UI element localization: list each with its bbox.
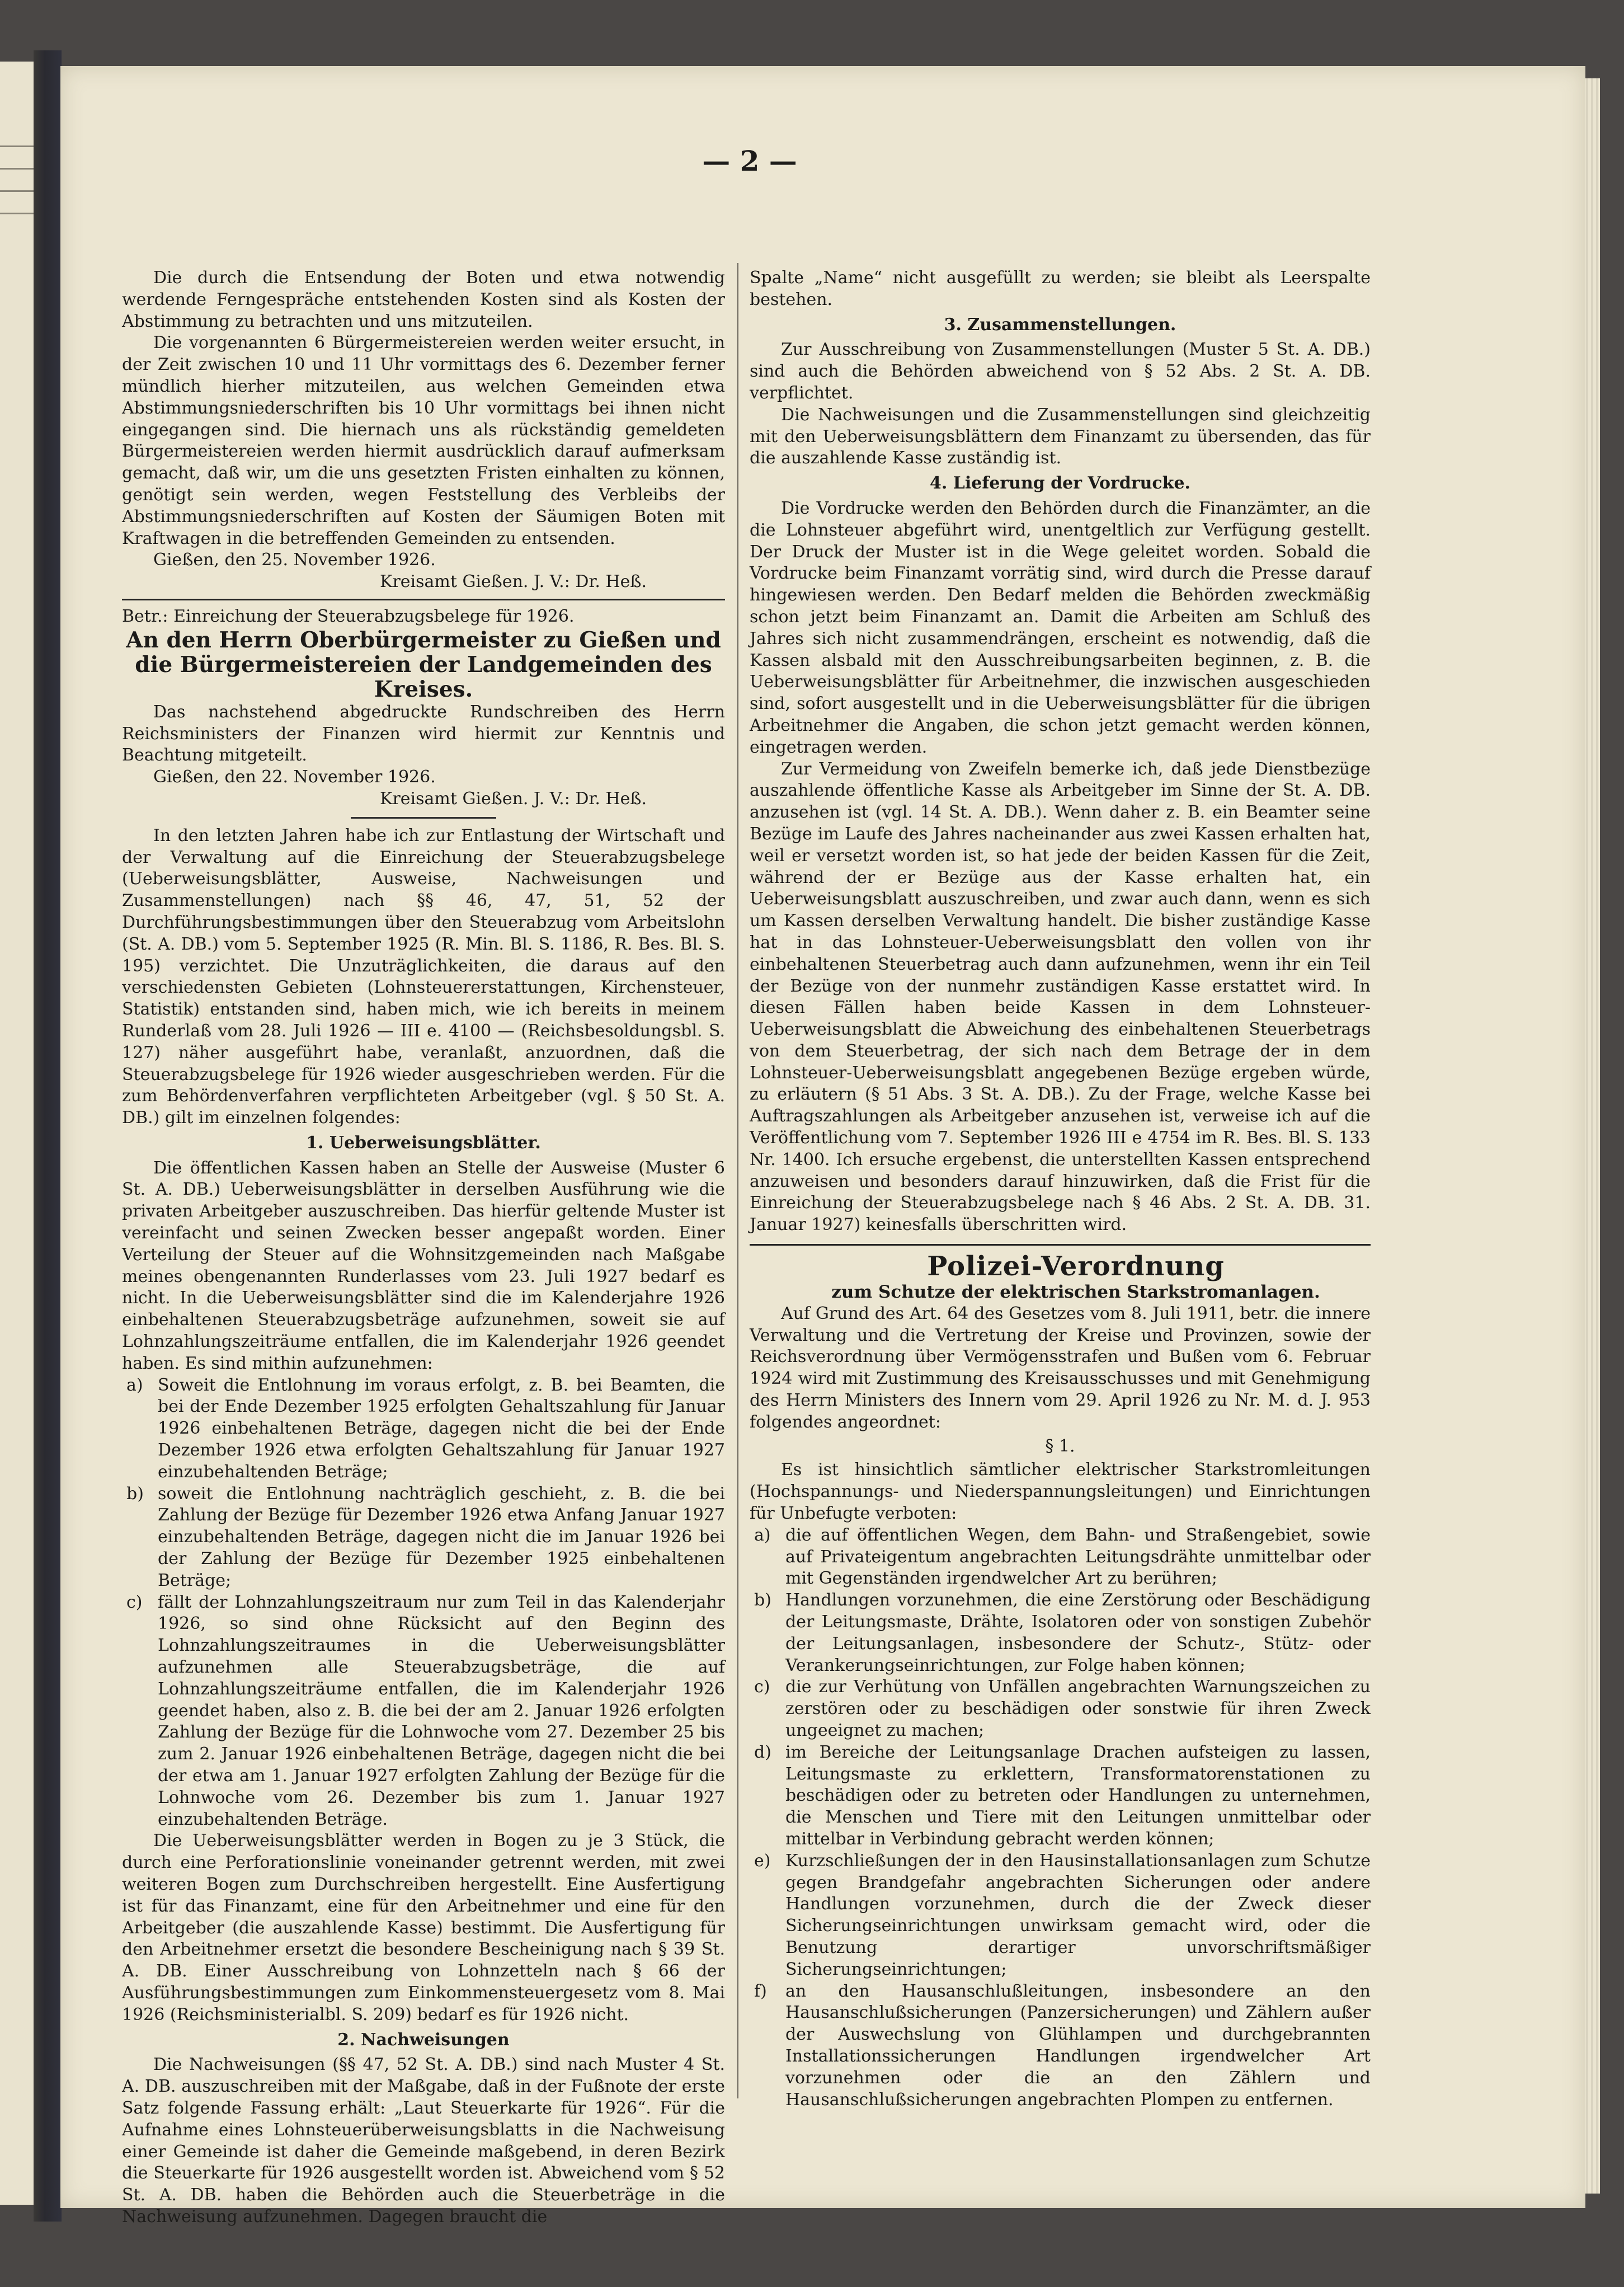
date-line: Gießen, den 25. November 1926. xyxy=(153,550,436,570)
short-rule xyxy=(351,817,496,819)
paragraph: Die Nachweisungen und die Zusammenstellungen sind gleichzeitig mit den Ueberweisungsblättern dem Finanzamt zu übersenden, das für die auszahlende Kasse zuständig ist. xyxy=(750,405,1371,468)
paragraph: Die öffentlichen Kassen haben an Stelle der Ausweise (Muster 6 St. A. DB.) Ueberweisungsblätter in derselben Ausführung wie die privaten Arbeitgeber auszuschreiben. Das hierfür geltende Muster ist vereinfacht und seinen Zwecken besser angepaßt worden. Einer Verteilung der Steuer auf die Wohnsitzgemeinden nach Maßgabe meines obengenannten Runderlasses vom 23. Juli 1927 bedarf es nicht. In die Ueberweisungsblätter sind die im Kalenderjahre 1926 einbehaltenen Steuerabzugsbeträge aufzunehmen, soweit sie auf Lohnzahlungszeiträume entfallen, die im Kalenderjahr 1926 geendet haben. Es sind mithin aufzunehmen: xyxy=(122,1158,725,1373)
separator-rule xyxy=(122,599,725,600)
item-text: soweit die Entlohnung nachträglich geschieht, z. B. die bei Zahlung der Bezüge für Dezember 1926 etwa Anfang Januar 1927 einzubehaltenden Beträge, dagegen nicht die im Januar 1926 bei der Zahlung der Bezüge für Dezember 1925 einbehaltenen Beträge; xyxy=(158,1483,725,1590)
item-text: im Bereiche der Leitungsanlage Drachen aufsteigen zu lassen, Leitungsmaste zu erklettern, Transformatorenstationen zu beschädigen oder zu betreten oder Handlungen zu unternehmen, die Menschen und Tiere mit den Leitungen unmittelbar oder mittelbar in Verbindung gebracht werden können; xyxy=(785,1742,1371,1849)
list-item xyxy=(750,1590,1371,1676)
paragraph: Zur Ausschreibung von Zusammenstellungen (Muster 5 St. A. DB.) sind auch die Behörden abweichend von § 52 Abs. 2 St. A. DB. verpflichtet. xyxy=(750,340,1371,403)
item-text: an den Hausanschlußleitungen, insbesondere an den Hausanschlußsicherungen (Panzersicherungen) und Zählern außer der Auswechslung von Glühlampen und durchgebrannten Installationssicherungen Handlungen irgendwelcher Art vorzunehmen oder die an den Zählern und Hausanschlußsicherungen angebrachten Plompen zu entfernen. xyxy=(785,1981,1371,2110)
list-item xyxy=(122,1592,725,1831)
paragraph: Die Vordrucke werden den Behörden durch die Finanzämter, an die die Lohnsteuer abgeführt wird, unentgeltlich zur Verfügung gestellt. Der Druck der Muster ist in die Wege geleitet worden. Sobald die Vordrucke beim Finanzamt vorrätig sind, wird durch die Presse darauf hingewiesen werden. Den Bedarf melden die Behörden zweckmäßig schon jetzt beim Finanzamt an. Damit die Arbeiten am Schluß des Jahres sich nicht zusammendrängen, erscheint es notwendig, daß die Kassen alsbald mit den Ausschreibungsarbeiten beginnen, z. B. die Ueberweisungsblätter für Arbeitnehmer, die inzwischen ausgeschieden sind, sofort ausgestellt und in die Ueberweisungsblätter für die übrigen Arbeitnehmer die Angaben, die schon jetzt gemacht werden können, eingetragen werden. xyxy=(750,498,1371,757)
item-text: die zur Verhütung von Unfällen angebrachten Warnungszeichen zu zerstören oder zu beschädigen oder sonstwie für ihren Zweck ungeeignet zu machen; xyxy=(785,1677,1371,1740)
paragraph: Die durch die Entsendung der Boten und etwa notwendig werdende Ferngespräche entstehenden Kosten sind als Kosten der Abstimmung zu betrachten und uns mitzuteilen. xyxy=(122,268,725,331)
item-label: a) xyxy=(126,1375,143,1395)
item-text: fällt der Lohnzahlungszeitraum nur zum Teil in das Kalenderjahr 1926, so sind ohne Rücksicht auf den Beginn des Lohnzahlungszeitraumes in die Ueberweisungsblätter aufzunehmen alle Steuerabzugsbeträge, die auf Lohnzahlungszeiträume entfallen, die im Kalenderjahr 1926 geendet haben, also z. B. die bei der am 2. Januar 1926 erfolgten Zahlung der Bezüge für die Lohnwoche vom 27. Dezember 25 bis zum 2. Januar 1926 einbehaltenen Beträge, dagegen nicht die bei der etwa am 1. Januar 1927 erfolgten Zahlung der Bezüge für die Lohnwoche vom 26. Dezember bis zum 1. Januar 1927 einzubehaltenden Beträge. xyxy=(158,1592,725,1829)
signature: Kreisamt Gießen. J. V.: Dr. Heß. xyxy=(380,572,647,592)
paragraph: Es ist hinsichtlich sämtlicher elektrischer Starkstromleitungen (Hochspannungs- und Niederspannungsleitungen) und Einrichtungen für Unbefugte verboten: xyxy=(750,1460,1371,1524)
paragraph: Zur Vermeidung von Zweifeln bemerke ich, daß jede Dienstbezüge auszahlende öffentliche Kasse als Arbeitgeber im Sinne der St. A. DB. anzusehen ist (vgl. 14 St. A. DB.). Wenn daher z. B. ein Beamter seine Bezüge im Laufe des Jahres nacheinander aus zwei Kassen erhalten hat, weil er versetzt worden ist, so hat jede der beiden Kassen für die Zeit, während der er Bezüge aus der Kasse erhalten hat, ein Ueberweisungsblatt auszuschreiben, und zwar auch dann, wenn es sich um Kassen derselben Verwaltung handelt. Die bisher zuständige Kasse hat in das Lohnsteuer-Ueberweisungsblatt den vollen von ihr einbehaltenen Steuerbetrag auch dann aufzunehmen, wenn ihr ein Teil der Bezüge von der nunmehr zuständigen Kasse erstattet wird. In diesen Fällen haben beide Kassen in dem Lohnsteuer-Ueberweisungsblatt die Abweichung des einbehaltenen Steuerbetrags von dem Steuerbetrag, der sich nach dem Betrage der in dem Lohnsteuer-Ueberweisungsblatt angegebenen Bezüge ergeben würde, zu erläutern (§ 51 Abs. 3 St. A. DB.). Zu der Frage, welche Kasse bei Auftragszahlungen als Arbeitgeber anzusehen ist, verweise ich auf die Veröffentlichung vom 7. September 1926 III e 4754 im R. Bes. Bl. S. 133 Nr. 1400. Ich ersuche ergebenst, die unterstellten Kassen entsprechend anzuweisen und besonders darauf hinzuwirken, daß die Frist für die Einreichung der Steuerabzugsbelege nach § 46 Abs. 2 St. A. DB. 31. Januar 1927) keinesfalls überschritten wird. xyxy=(750,759,1371,1235)
list-item xyxy=(750,1525,1371,1590)
item-label: c) xyxy=(754,1677,770,1697)
list-item xyxy=(750,1981,1371,2111)
item-label: c) xyxy=(126,1592,143,1612)
list-item xyxy=(750,1676,1371,1741)
list-item xyxy=(750,1742,1371,1851)
item-text: Soweit die Entlohnung im voraus erfolgt, z. B. bei Beamten, die bei der Ende Dezember 1925 erfolgten Gehaltszahlung für Januar 1926 einbehaltenen Beträge, dagegen nicht die bei der Ende Dezember 1926 etwa erfolgten Gehaltszahlung für Januar 1927 einzubehaltenden Beträge; xyxy=(158,1375,725,1482)
intro-paragraph: Das nachstehend abgedruckte Rundschreiben des Herrn Reichsministers der Finanzen wird hiermit zur Kenntnis und Beachtung mitgeteilt. xyxy=(122,702,725,766)
section-heading: 3. Zusammenstellungen. xyxy=(944,314,1176,335)
preamble: Auf Grund des Art. 64 des Gesetzes vom 8. Juli 1911, betr. die innere Verwaltung und die Vertretung der Kreise und Provinzen, sowie der Reichsverordnung über Vermögensstrafen und Bußen vom 6. Februar 1924 wird mit Zustimmung des Kreisausschusses und mit Genehmigung des Herrn Ministers des Innern vom 29. April 1926 zu Nr. M. d. J. 953 folgendes angeordnet: xyxy=(750,1303,1371,1432)
paragraph: Die Ueberweisungsblätter werden in Bogen zu je 3 Stück, die durch eine Perforationslinie voneinander getrennt werden, mit zwei weiteren Bogen zum Durchschreiben hergestellt. Eine Ausfertigung ist für das Finanzamt, eine für den Arbeitnehmer und eine für den Arbeitgeber (die auszahlende Kasse) bestimmt. Die Ausfertigung für den Arbeitnehmer ersetzt die besondere Bescheinigung nach § 39 St. A. DB. Einer Ausschreibung von Lohnzetteln nach § 66 der Ausführungsbestimmungen zum Einkommensteuergesetz vom 8. Mai 1926 (Reichsministerialbl. S. 209) bedarf es für 1926 nicht. xyxy=(122,1831,725,2025)
page-number: — 2 — xyxy=(702,144,797,177)
signature: Kreisamt Gießen. J. V.: Dr. Heß. xyxy=(380,788,647,809)
rundschreiben-paragraph: In den letzten Jahren habe ich zur Entlastung der Wirtschaft und der Verwaltung auf die Einreichung der Steuerabzugsbelege (Ueberweisungsblätter, Ausweise, Nachweisungen und Zusammenstellungen) nach §§ 46, 47, 51, 52 der Durchführungsbestimmungen über den Steuerabzug vom Arbeitslohn (St. A. DB.) vom 5. September 1925 (R. Min. Bl. S. 1186, R. Bes. Bl. S. 195) verzichtet. Die Unzuträglichkeiten, die daraus auf den verschiedensten Gebieten (Lohnsteuererstattungen, Kirchensteuer, Statistik) entstanden sind, haben mich, wie ich bereits in meinem Runderlaß vom 28. Juli 1926 — III e. 4100 — (Reichsbesoldungsbl. S. 127) näher ausgeführt habe, veranlaßt, anzuordnen, daß die Steuerabzugsbelege für 1926 wieder ausgeschrieben werden. Für die zum Behördenverfahren verpflichteten Arbeitgeber (vgl. § 50 St. A. DB.) gilt im einzelnen folgendes: xyxy=(122,825,725,1128)
item-label: e) xyxy=(754,1851,771,1871)
column-divider xyxy=(737,263,738,2098)
book-spine xyxy=(34,50,62,2222)
item-label: f) xyxy=(754,1981,767,2001)
section-heading: 1. Ueberweisungsblätter. xyxy=(306,1133,541,1153)
subject-line: Betr.: Einreichung der Steuerabzugsbelege für 1926. xyxy=(122,606,575,626)
section-heading: 2. Nachweisungen xyxy=(337,2030,510,2050)
paragraph: Die Nachweisungen (§§ 47, 52 St. A. DB.) sind nach Muster 4 St. A. DB. auszuschreiben mit der Maßgabe, daß in der Fußnote der erste Satz folgende Fassung erhält: „Laut Steuerkarte für 1926“. Für die Aufnahme eines Lohnsteuerüberweisungsblatts in die Nachweisung einer Gemeinde ist daher die Gemeinde maßgebend, in deren Bezirk die Steuerkarte für 1926 ausgestellt worden ist. Abweichend vom § 52 St. A. DB. haben die Behörden auch die Steuerbeträge in die Nachweisung aufzunehmen. Dagegen braucht die xyxy=(122,2055,725,2227)
paragraph-number: § 1. xyxy=(1045,1436,1075,1456)
item-label: a) xyxy=(754,1525,771,1545)
item-label: b) xyxy=(126,1483,144,1504)
list-item xyxy=(122,1483,725,1592)
right-column xyxy=(750,267,1371,2111)
item-text: Handlungen vorzunehmen, die eine Zerstörung oder Beschädigung der Leitungsmaste, Drähte, Isolatoren oder von sonstigen Zubehör der Leitungsanlagen, insbesondere der Schutz-, Stütz- oder Verankerungseinrichtungen, zur Folge haben können; xyxy=(785,1590,1371,1675)
item-text: die auf öffentlichen Wegen, dem Bahn- und Straßengebiet, sowie auf Privateigentum angebrachten Leitungsdrähte unmittelbar oder mit Gegenständen irgendwelcher Art zu berühren; xyxy=(785,1525,1371,1589)
ordinance-title: Polizei-Verordnung xyxy=(927,1251,1225,1283)
item-label: b) xyxy=(754,1590,771,1610)
date-line: Gießen, den 22. November 1926. xyxy=(153,767,436,787)
item-text: Kurzschließungen der in den Hausinstallationsanlagen zum Schutze gegen Brandgefahr angebrachten Sicherungen oder andere Handlungen vorzunehmen, durch die der Zweck dieser Sicherungseinrichtungen unwirksam gemacht wird, oder die Benutzung derartiger unvorschriftsmäßiger Sicherungseinrichtungen; xyxy=(785,1851,1371,1979)
list-item xyxy=(750,1851,1371,1981)
section-heading: 4. Lieferung der Vordrucke. xyxy=(929,473,1190,494)
list-item xyxy=(122,1375,725,1483)
item-label: d) xyxy=(754,1742,771,1762)
paragraph: Die vorgenannten 6 Bürgermeistereien werden weiter ersucht, in der Zeit zwischen 10 und 11 Uhr vormittags des 6. Dezember ferner mündlich hierher mitzuteilen, aus welchen Gemeinden etwa Abstimmungsniederschriften bis 10 Uhr vormittags bei ihnen nicht eingegangen sind. Die hiernach uns als rückständig gemeldeten Bürgermeistereien werden hiermit ausdrücklich darauf aufmerksam gemacht, daß wir, um die uns gesetzten Fristen einhalten zu können, genötigt sein werden, wegen Feststellung des Verbleibs der Abstimmungsniederschriften auf Kosten der Säumigen Boten mit Kraftwagen in die betreffenden Gemeinden zu entsenden. xyxy=(122,333,725,548)
left-column xyxy=(122,267,725,2228)
separator-rule xyxy=(750,1244,1371,1246)
ordinance-subtitle: zum Schutze der elektrischen Starkstromanlagen. xyxy=(831,1282,1320,1303)
address-heading: An den Herrn Oberbürgermeister zu Gießen und die Bürgermeistereien der Landgemeinden des Kreises. xyxy=(126,627,721,702)
paragraph: Spalte „Name“ nicht ausgefüllt zu werden; sie bleibt als Leerspalte bestehen. xyxy=(750,268,1371,309)
